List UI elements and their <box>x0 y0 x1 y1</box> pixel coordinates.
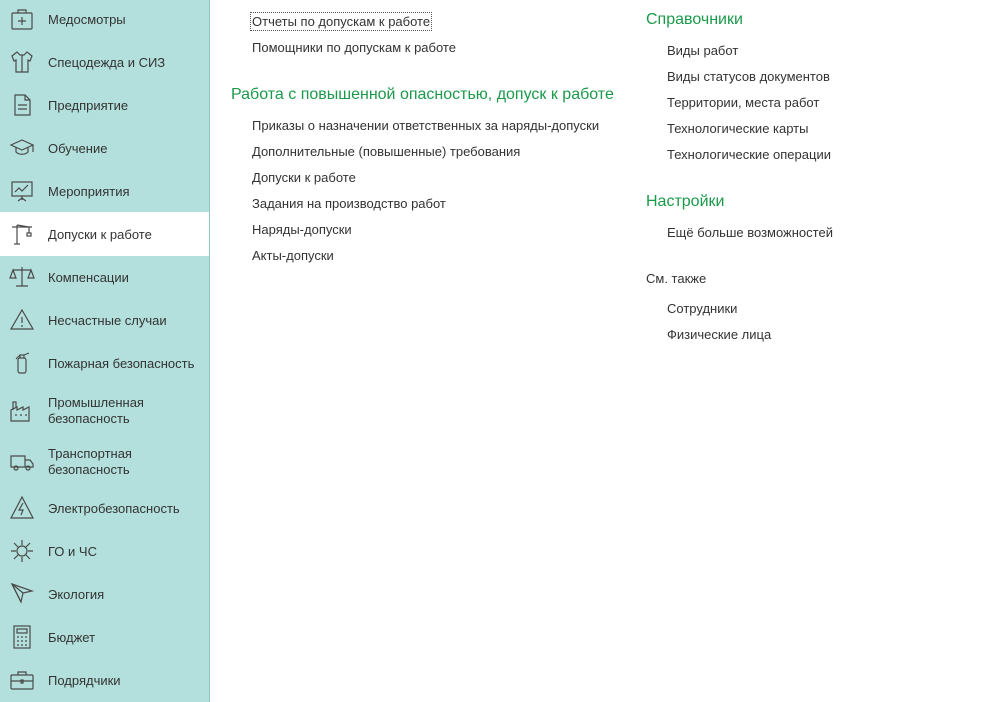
sidebar-item-label: Экология <box>48 587 105 602</box>
sidebar-item-label: Компенсации <box>48 270 129 285</box>
sidebar-item-transport-safety[interactable] <box>0 437 209 487</box>
link-individuals[interactable]: Физические лица <box>667 327 772 342</box>
sidebar-item-label: Подрядчики <box>48 673 121 688</box>
section-title-references: Справочники <box>646 11 743 28</box>
sidebar-item-electrical-safety[interactable] <box>0 488 209 528</box>
workwear-icon <box>8 48 36 76</box>
sidebar-item-fire-safety[interactable] <box>0 343 209 383</box>
sidebar-item-label: Несчастные случаи <box>48 313 167 328</box>
medical-kit-icon <box>8 6 36 34</box>
link-work-tasks[interactable]: Задания на производство работ <box>252 196 446 211</box>
presentation-chart-icon <box>8 177 36 205</box>
link-work-orders[interactable]: Наряды-допуски <box>252 222 352 237</box>
truck-icon <box>8 448 36 476</box>
link-responsible-orders[interactable]: Приказы о назначении ответственных за наряды-допуски <box>252 118 600 133</box>
sidebar-item-contractors[interactable] <box>0 660 209 700</box>
sidebar-item-label: Электробезопасность <box>48 501 180 516</box>
sidebar-item-label: Допуски к работе <box>48 227 152 242</box>
sidebar-item-accidents[interactable] <box>0 300 209 340</box>
sidebar-item-label: Бюджет <box>48 630 96 645</box>
scales-icon <box>8 263 36 291</box>
sidebar-item-civil-defense[interactable] <box>0 531 209 571</box>
briefcase-icon <box>8 666 36 694</box>
sidebar-item-enterprise[interactable] <box>0 85 209 125</box>
link-additional-requirements[interactable]: Дополнительные (повышенные) требования <box>252 144 521 159</box>
graduation-cap-icon <box>8 134 36 162</box>
link-work-permits[interactable]: Допуски к работе <box>252 170 356 185</box>
sidebar <box>0 0 210 702</box>
link-tech-operations[interactable]: Технологические операции <box>667 147 831 162</box>
sidebar-item-label: Транспортная безопасность <box>48 446 132 477</box>
link-permit-reports[interactable]: Отчеты по допускам к работе <box>252 14 431 29</box>
section-title-hazardous-work: Работа с повышенной опасностью, допуск к работе <box>231 86 614 103</box>
link-tech-cards[interactable]: Технологические карты <box>667 121 809 136</box>
document-icon <box>8 91 36 119</box>
sidebar-item-label: Обучение <box>48 141 108 156</box>
link-document-status-types[interactable]: Виды статусов документов <box>667 69 830 84</box>
sidebar-item-workwear[interactable] <box>0 42 209 82</box>
sidebar-item-industrial-safety[interactable] <box>0 386 209 436</box>
link-permit-assistants[interactable]: Помощники по допускам к работе <box>252 40 456 55</box>
link-territories[interactable]: Территории, места работ <box>667 95 820 110</box>
sidebar-item-label: Промышленная безопасность <box>48 395 144 426</box>
sidebar-item-label: ГО и ЧС <box>48 544 97 559</box>
crane-icon <box>8 220 36 248</box>
sidebar-item-events[interactable] <box>0 171 209 211</box>
civil-defense-icon <box>8 537 36 565</box>
sidebar-item-label: Пожарная безопасность <box>48 356 195 371</box>
ecology-icon <box>8 580 36 608</box>
link-more-features[interactable]: Ещё больше возможностей <box>667 225 833 240</box>
sidebar-item-medical[interactable] <box>0 0 209 40</box>
sidebar-item-ecology[interactable] <box>0 574 209 614</box>
fire-extinguisher-icon <box>8 349 36 377</box>
sidebar-item-label: Медосмотры <box>48 12 126 27</box>
section-title-settings: Настройки <box>646 193 725 210</box>
warning-triangle-icon <box>8 306 36 334</box>
see-also-title: См. также <box>646 271 707 286</box>
link-permit-acts[interactable]: Акты-допуски <box>252 248 334 263</box>
sidebar-item-budget[interactable] <box>0 617 209 657</box>
sidebar-item-training[interactable] <box>0 128 209 168</box>
calculator-icon <box>8 623 36 651</box>
main-panel <box>210 0 987 702</box>
sidebar-item-label: Спецодежда и СИЗ <box>48 55 166 70</box>
electric-hazard-icon <box>8 494 36 522</box>
factory-icon <box>8 397 36 425</box>
sidebar-item-label: Предприятие <box>48 98 129 113</box>
sidebar-item-permits[interactable] <box>0 212 209 256</box>
sidebar-item-compensations[interactable] <box>0 257 209 297</box>
link-work-types[interactable]: Виды работ <box>667 43 739 58</box>
sidebar-item-label: Мероприятия <box>48 184 130 199</box>
link-employees[interactable]: Сотрудники <box>667 301 738 316</box>
